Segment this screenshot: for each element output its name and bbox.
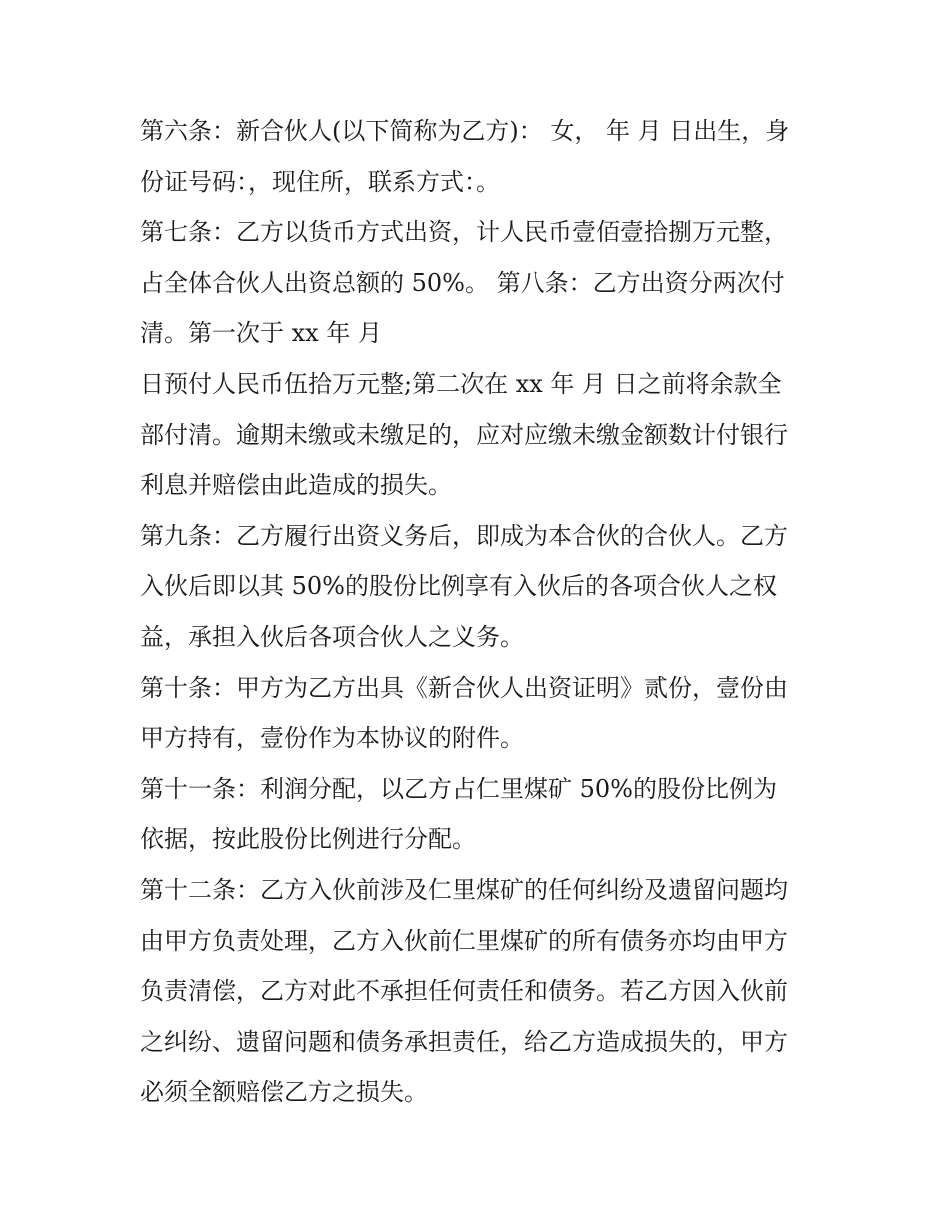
text-line: 份证号码：，现住所，联系方式：。 [140, 167, 500, 196]
text-line: 益，承担入伙后各项合伙人之义务。 [140, 622, 524, 651]
text-line: 甲方持有，壹份作为本协议的附件。 [140, 724, 524, 753]
text-line: 依据，按此股份比例进行分配。 [140, 825, 476, 854]
document-body [140, 109, 820, 1121]
text-line: 清。第一次于 xx 年 月 [140, 319, 382, 348]
text-line: 日预付人民币伍拾万元整;第二次在 xx 年 月 日之前将余款全 [140, 369, 782, 398]
text-line: 第七条：乙方以货币方式出资，计人民币壹佰壹拾捌万元整， [140, 218, 788, 247]
text-line: 第十一条：利润分配，以乙方占仁里煤矿 50%的股份比例为 [140, 774, 777, 803]
text-line: 利息并赔偿由此造成的损失。 [140, 471, 452, 500]
text-line: 负责清偿，乙方对此不承担任何责任和债务。若乙方因入伙前 [140, 977, 788, 1006]
text-line: 入伙后即以其 50%的股份比例享有入伙后的各项合伙人之权 [140, 572, 777, 601]
text-line: 必须全额赔偿乙方之损失。 [140, 1078, 428, 1107]
text-line: 第十条：甲方为乙方出具《新合伙人出资证明》贰份，壹份由 [140, 673, 788, 702]
text-line: 之纠纷、遗留问题和债务承担责任，给乙方造成损失的，甲方 [140, 1027, 788, 1056]
text-line: 由甲方负责处理，乙方入伙前仁里煤矿的所有债务亦均由甲方 [140, 926, 788, 955]
text-line: 第九条：乙方履行出资义务后，即成为本合伙的合伙人。乙方 [140, 521, 788, 550]
text-line: 第六条：新合伙人(以下简称为乙方)： 女， 年 月 日出生，身 [140, 117, 790, 145]
text-line: 部付清。逾期未缴或未缴足的，应对应缴未缴金额数计付银行 [140, 420, 788, 449]
text-line: 占全体合伙人出资总额的 50%。 第八条：乙方出资分两次付 [140, 268, 785, 297]
text-line: 第十二条：乙方入伙前涉及仁里煤矿的任何纠纷及遗留问题均 [140, 875, 788, 904]
